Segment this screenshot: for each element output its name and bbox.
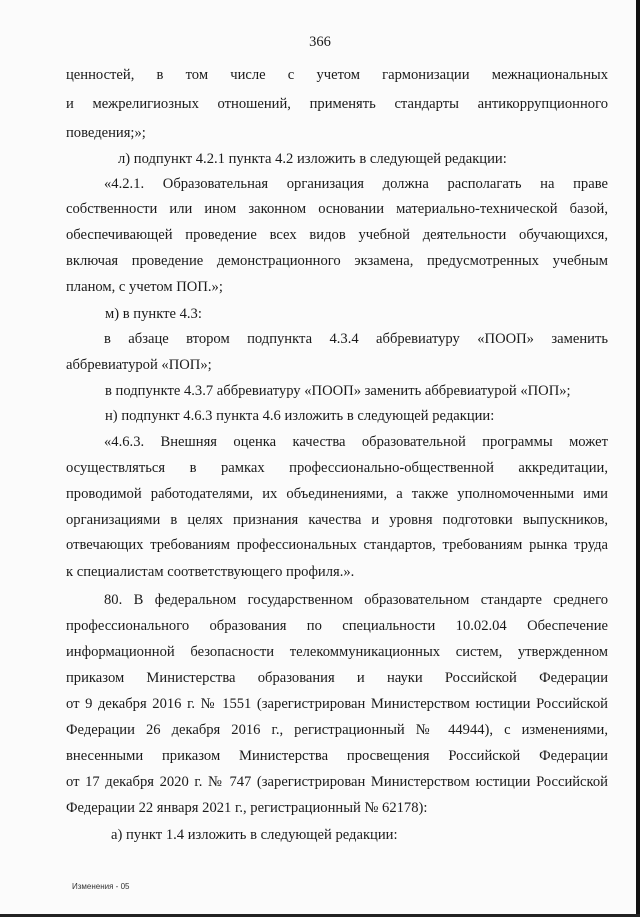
text-line: внесенными приказом Министерства просвещения Российской Федерации: [66, 748, 608, 764]
text-line: включая проведение демонстрационного экзамена, предусмотренных учебным: [66, 253, 608, 269]
text-line: л) подпункт 4.2.1 пункта 4.2 изложить в следующей редакции:: [118, 151, 507, 167]
text-line: «4.2.1. Образовательная организация должна располагать на праве: [104, 176, 608, 192]
text-line: и межрелигиозных отношений, применять стандарты антикоррупционного: [66, 96, 608, 112]
text-line: «4.6.3. Внешняя оценка качества образовательной программы может: [104, 434, 608, 450]
text-line: от 9 декабря 2016 г. № 1551 (зарегистрирован Министерством юстиции Российской: [66, 696, 608, 712]
text-line: осуществляться в рамках профессионально-общественной аккредитации,: [66, 460, 608, 476]
footer-note: Изменения - 05: [72, 882, 130, 891]
text-line: собственности или ином законном основании материально-технической базой,: [66, 201, 608, 217]
text-line: организациями в целях признания качества и уровня подготовки выпускников,: [66, 512, 608, 528]
text-line: информационной безопасности телекоммуникационных систем, утвержденном: [66, 644, 608, 660]
text-line: ценностей, в том числе с учетом гармонизации межнациональных: [66, 67, 608, 83]
scan-edge-right: [636, 0, 640, 917]
text-line: в абзаце втором подпункта 4.3.4 аббревиатуру «ПООП» заменить: [104, 331, 608, 347]
text-line: приказом Министерства образования и науки Российской Федерации: [66, 670, 608, 686]
text-line: профессионального образования по специальности 10.02.04 Обеспечение: [66, 618, 608, 634]
text-line: а) пункт 1.4 изложить в следующей редакции:: [111, 827, 398, 843]
text-line: аббревиатурой «ПОП»;: [66, 357, 212, 373]
text-line: 80. В федеральном государственном образовательном стандарте среднего: [104, 592, 608, 608]
text-line: поведения;»;: [66, 125, 146, 141]
text-line: н) подпункт 4.6.3 пункта 4.6 изложить в следующей редакции:: [105, 408, 495, 424]
text-line: планом, с учетом ПОП.»;: [66, 279, 223, 295]
text-line: к специалистам соответствующего профиля.».: [66, 564, 355, 580]
text-line: проводимой работодателями, их объединениями, а также уполномоченными ими: [66, 486, 608, 502]
page-number: 366: [309, 34, 331, 50]
text-line: обеспечивающей проведение всех видов учебной деятельности обучающихся,: [66, 227, 608, 243]
text-line: отвечающих требованиям профессиональных стандартов, требованиям рынка труда: [66, 537, 608, 553]
text-line: м) в пункте 4.3:: [105, 306, 202, 322]
text-line: от 17 декабря 2020 г. № 747 (зарегистрирован Министерством юстиции Российской: [66, 774, 608, 790]
text-line: Федерации 26 декабря 2016 г., регистрационный № 44944), с изменениями,: [66, 722, 608, 738]
text-line: в подпункте 4.3.7 аббревиатуру «ПООП» заменить аббревиатурой «ПОП»;: [105, 383, 571, 399]
text-line: Федерации 22 января 2021 г., регистрационный № 62178):: [66, 800, 428, 816]
